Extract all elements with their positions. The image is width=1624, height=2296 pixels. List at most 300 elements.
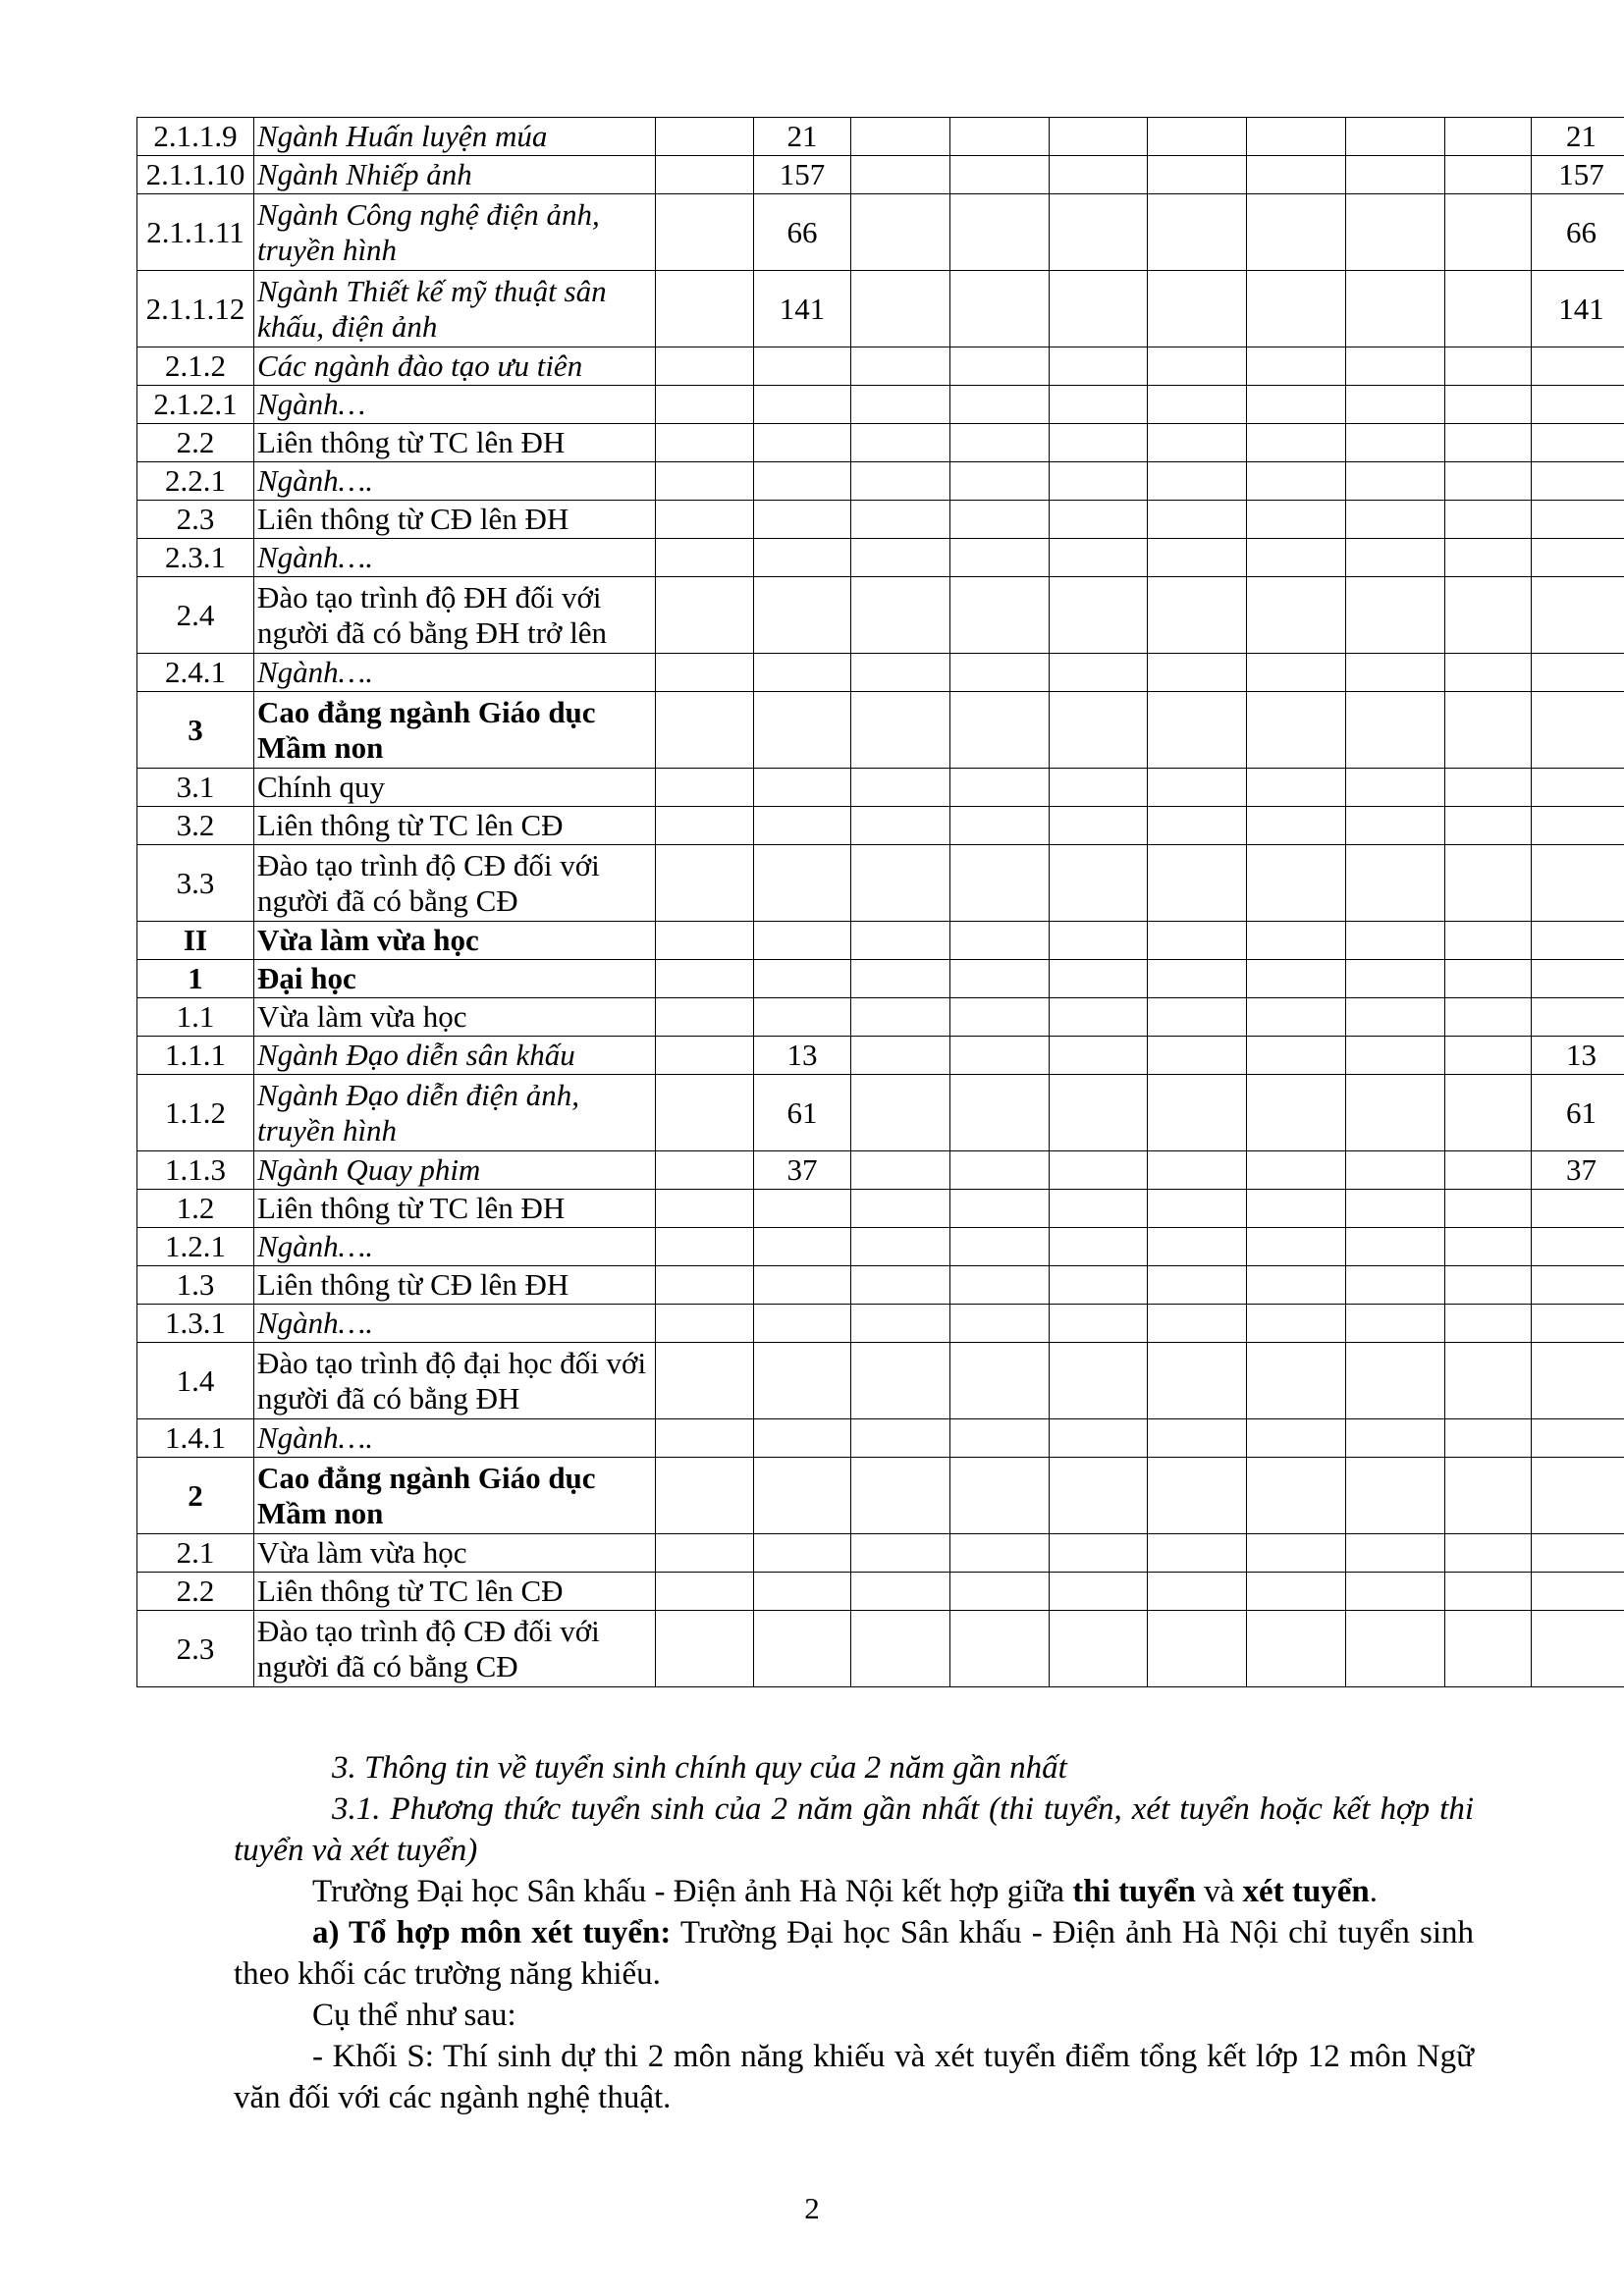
empty-cell <box>1445 998 1532 1037</box>
empty-cell <box>851 1075 950 1151</box>
empty-cell <box>950 998 1050 1037</box>
row-name: Liên thông từ TC lên ĐH <box>254 424 656 462</box>
empty-cell <box>1050 462 1148 501</box>
table-row <box>137 769 1624 807</box>
empty-cell <box>1050 1228 1148 1266</box>
row-name: Ngành Đạo diễn sân khấu <box>254 1037 656 1075</box>
empty-cell <box>950 1190 1050 1228</box>
empty-cell <box>1050 424 1148 462</box>
row-value: 21 <box>754 118 851 156</box>
empty-cell <box>1346 692 1445 769</box>
row-total: 21 <box>1532 118 1624 156</box>
row-code: 2.3 <box>137 1611 254 1687</box>
empty-cell <box>656 347 754 386</box>
empty-cell <box>1445 501 1532 539</box>
empty-cell <box>950 347 1050 386</box>
table-row <box>137 347 1624 386</box>
row-total: 141 <box>1532 271 1624 347</box>
empty-cell <box>1050 1419 1148 1458</box>
row-name: Ngành…. <box>254 1419 656 1458</box>
row-code: 2.1.1.12 <box>137 271 254 347</box>
empty-cell <box>1445 539 1532 577</box>
row-code: 2.1.2.1 <box>137 386 254 424</box>
row-name: Ngành…. <box>254 654 656 692</box>
empty-cell <box>1445 960 1532 998</box>
row-name: Ngành Đạo diễn điện ảnh, truyền hình <box>254 1075 656 1151</box>
empty-cell <box>1148 1305 1247 1343</box>
table-row <box>137 1534 1624 1573</box>
row-total: 66 <box>1532 194 1624 271</box>
empty-cell <box>656 1534 754 1573</box>
empty-cell <box>950 922 1050 960</box>
empty-cell <box>1247 1458 1346 1534</box>
empty-cell <box>1247 960 1346 998</box>
row-total <box>1532 692 1624 769</box>
row-name: Liên thông từ TC lên CĐ <box>254 807 656 845</box>
empty-cell <box>656 1305 754 1343</box>
row-total <box>1532 424 1624 462</box>
empty-cell <box>950 1075 1050 1151</box>
empty-cell <box>1148 1228 1247 1266</box>
empty-cell <box>1148 1343 1247 1419</box>
empty-cell <box>1445 1534 1532 1573</box>
row-total <box>1532 462 1624 501</box>
row-total <box>1532 1419 1624 1458</box>
empty-cell <box>1050 386 1148 424</box>
empty-cell <box>1247 386 1346 424</box>
row-name: Ngành Công nghệ điện ảnh, truyền hình <box>254 194 656 271</box>
empty-cell <box>851 1305 950 1343</box>
empty-cell <box>1247 922 1346 960</box>
empty-cell <box>1247 998 1346 1037</box>
empty-cell <box>1148 845 1247 922</box>
empty-cell <box>950 692 1050 769</box>
empty-cell <box>851 845 950 922</box>
table-row <box>137 1190 1624 1228</box>
empty-cell <box>1148 1534 1247 1573</box>
row-name: Cao đẳng ngành Giáo dục Mầm non <box>254 692 656 769</box>
empty-cell <box>950 271 1050 347</box>
empty-cell <box>1346 156 1445 194</box>
table-row <box>137 1611 1624 1687</box>
table-row <box>137 1305 1624 1343</box>
row-value <box>754 386 851 424</box>
empty-cell <box>656 960 754 998</box>
empty-cell <box>851 769 950 807</box>
row-total <box>1532 1611 1624 1687</box>
empty-cell <box>950 1037 1050 1075</box>
row-value <box>754 462 851 501</box>
paragraph-method-mid: và <box>1195 1874 1243 1909</box>
empty-cell <box>1247 807 1346 845</box>
table-row <box>137 1075 1624 1151</box>
empty-cell <box>1148 1266 1247 1305</box>
row-code: 2 <box>137 1458 254 1534</box>
empty-cell <box>1247 462 1346 501</box>
row-code: 2.1.1.9 <box>137 118 254 156</box>
empty-cell <box>1445 1305 1532 1343</box>
empty-cell <box>950 1228 1050 1266</box>
paragraph-method <box>234 1871 1474 1912</box>
empty-cell <box>950 1266 1050 1305</box>
paragraph-method-bold-2: xét tuyển <box>1242 1874 1370 1909</box>
empty-cell <box>950 156 1050 194</box>
empty-cell <box>1346 424 1445 462</box>
paragraph-method-end: . <box>1369 1874 1378 1909</box>
empty-cell <box>1247 692 1346 769</box>
empty-cell <box>851 1573 950 1611</box>
row-code: 2.3 <box>137 501 254 539</box>
row-code: 3.1 <box>137 769 254 807</box>
empty-cell <box>1346 998 1445 1037</box>
empty-cell <box>1148 998 1247 1037</box>
row-name: Ngành… <box>254 386 656 424</box>
empty-cell <box>1445 347 1532 386</box>
empty-cell <box>1050 1573 1148 1611</box>
empty-cell <box>656 654 754 692</box>
empty-cell <box>1247 654 1346 692</box>
row-name: Vừa làm vừa học <box>254 998 656 1037</box>
empty-cell <box>1247 577 1346 654</box>
empty-cell <box>950 424 1050 462</box>
row-value <box>754 539 851 577</box>
section-heading: 3. Thông tin về tuyển sinh chính quy của 2 năm gần nhất <box>332 1750 1067 1786</box>
page-number: 2 <box>804 2191 820 2225</box>
empty-cell <box>656 1075 754 1151</box>
empty-cell <box>1148 1190 1247 1228</box>
empty-cell <box>656 539 754 577</box>
empty-cell <box>851 539 950 577</box>
empty-cell <box>1148 1419 1247 1458</box>
row-name: Liên thông từ CĐ lên ĐH <box>254 501 656 539</box>
table-row <box>137 577 1624 654</box>
empty-cell <box>950 577 1050 654</box>
empty-cell <box>656 424 754 462</box>
row-name: Đào tạo trình độ CĐ đối với người đã có bằng CĐ <box>254 845 656 922</box>
row-value: 37 <box>754 1151 851 1190</box>
paragraph-block-s: - Khối S: Thí sinh dự thi 2 môn năng khiếu và xét tuyển điểm tổng kết lớp 12 môn Ngữ văn đối với các ngành nghệ thuật. <box>234 2039 1474 2115</box>
empty-cell <box>1148 960 1247 998</box>
empty-cell <box>950 1305 1050 1343</box>
paragraph-details: Cụ thể như sau: <box>312 1998 516 2033</box>
empty-cell <box>1148 118 1247 156</box>
empty-cell <box>1445 1419 1532 1458</box>
row-name: Đào tạo trình độ ĐH đối với người đã có bằng ĐH trở lên <box>254 577 656 654</box>
row-total <box>1532 386 1624 424</box>
empty-cell <box>851 501 950 539</box>
row-code: II <box>137 922 254 960</box>
empty-cell <box>1247 1266 1346 1305</box>
empty-cell <box>1445 1190 1532 1228</box>
empty-cell <box>950 1151 1050 1190</box>
row-code: 1.2.1 <box>137 1228 254 1266</box>
row-value <box>754 1190 851 1228</box>
row-code: 2.3.1 <box>137 539 254 577</box>
row-value <box>754 1228 851 1266</box>
empty-cell <box>1050 1151 1148 1190</box>
row-value: 141 <box>754 271 851 347</box>
empty-cell <box>1346 501 1445 539</box>
empty-cell <box>950 1534 1050 1573</box>
empty-cell <box>1050 1190 1148 1228</box>
empty-cell <box>851 1037 950 1075</box>
paragraph-method-text: Trường Đại học Sân khấu - Điện ảnh Hà Nội kết hợp giữa <box>312 1874 1073 1909</box>
table-row <box>137 807 1624 845</box>
row-total <box>1532 845 1624 922</box>
row-total <box>1532 922 1624 960</box>
empty-cell <box>851 347 950 386</box>
empty-cell <box>1346 194 1445 271</box>
empty-cell <box>1346 118 1445 156</box>
empty-cell <box>851 1419 950 1458</box>
empty-cell <box>1148 271 1247 347</box>
empty-cell <box>950 769 1050 807</box>
empty-cell <box>950 845 1050 922</box>
row-value <box>754 1266 851 1305</box>
empty-cell <box>1346 960 1445 998</box>
row-value <box>754 998 851 1037</box>
table-row <box>137 960 1624 998</box>
table-row <box>137 1343 1624 1419</box>
table-row <box>137 462 1624 501</box>
row-total <box>1532 769 1624 807</box>
empty-cell <box>1247 156 1346 194</box>
empty-cell <box>950 1611 1050 1687</box>
table-row <box>137 386 1624 424</box>
row-value <box>754 845 851 922</box>
empty-cell <box>851 462 950 501</box>
empty-cell <box>1346 1305 1445 1343</box>
subsection-heading: 3.1. Phương thức tuyển sinh của 2 năm gần nhất (thi tuyển, xét tuyển hoặc kết hợp thi tuyển và xét tuyển) <box>234 1791 1474 1868</box>
empty-cell <box>1247 845 1346 922</box>
row-code: 1.1.3 <box>137 1151 254 1190</box>
empty-cell <box>656 577 754 654</box>
table-row <box>137 922 1624 960</box>
empty-cell <box>1346 1419 1445 1458</box>
empty-cell <box>1445 424 1532 462</box>
empty-cell <box>1050 118 1148 156</box>
empty-cell <box>1247 347 1346 386</box>
empty-cell <box>1445 922 1532 960</box>
row-value <box>754 424 851 462</box>
empty-cell <box>1148 807 1247 845</box>
row-name: Cao đẳng ngành Giáo dục Mầm non <box>254 1458 656 1534</box>
empty-cell <box>1050 960 1148 998</box>
empty-cell <box>950 194 1050 271</box>
empty-cell <box>1445 1611 1532 1687</box>
row-name: Ngành Thiết kế mỹ thuật sân khấu, điện ảnh <box>254 271 656 347</box>
empty-cell <box>1346 769 1445 807</box>
empty-cell <box>1346 577 1445 654</box>
empty-cell <box>1247 539 1346 577</box>
row-value <box>754 960 851 998</box>
empty-cell <box>1445 271 1532 347</box>
row-value <box>754 577 851 654</box>
empty-cell <box>851 1190 950 1228</box>
empty-cell <box>656 1611 754 1687</box>
paragraph-combination <box>234 1912 1474 1995</box>
empty-cell <box>1445 118 1532 156</box>
empty-cell <box>656 807 754 845</box>
empty-cell <box>1247 424 1346 462</box>
empty-cell <box>1346 1228 1445 1266</box>
empty-cell <box>1050 845 1148 922</box>
row-code: 2.2.1 <box>137 462 254 501</box>
empty-cell <box>1148 577 1247 654</box>
empty-cell <box>1346 922 1445 960</box>
empty-cell <box>1247 118 1346 156</box>
row-name: Liên thông từ TC lên CĐ <box>254 1573 656 1611</box>
empty-cell <box>1050 1266 1148 1305</box>
empty-cell <box>1346 1151 1445 1190</box>
empty-cell <box>656 692 754 769</box>
empty-cell <box>656 501 754 539</box>
empty-cell <box>1445 845 1532 922</box>
empty-cell <box>1148 462 1247 501</box>
empty-cell <box>1247 501 1346 539</box>
empty-cell <box>1247 271 1346 347</box>
empty-cell <box>656 1037 754 1075</box>
table-row <box>137 1458 1624 1534</box>
row-value <box>754 1611 851 1687</box>
table-row <box>137 1266 1624 1305</box>
empty-cell <box>656 194 754 271</box>
empty-cell <box>1346 1611 1445 1687</box>
empty-cell <box>851 118 950 156</box>
table-row <box>137 998 1624 1037</box>
empty-cell <box>656 845 754 922</box>
row-code: 2.1.1.11 <box>137 194 254 271</box>
empty-cell <box>1247 1611 1346 1687</box>
empty-cell <box>1050 1458 1148 1534</box>
row-code: 1.3 <box>137 1266 254 1305</box>
row-value <box>754 654 851 692</box>
empty-cell <box>950 462 1050 501</box>
empty-cell <box>950 960 1050 998</box>
empty-cell <box>1050 271 1148 347</box>
row-code: 1.1 <box>137 998 254 1037</box>
empty-cell <box>950 1573 1050 1611</box>
empty-cell <box>851 271 950 347</box>
empty-cell <box>1247 1419 1346 1458</box>
row-name: Chính quy <box>254 769 656 807</box>
empty-cell <box>1050 1343 1148 1419</box>
empty-cell <box>851 807 950 845</box>
empty-cell <box>1346 386 1445 424</box>
empty-cell <box>851 156 950 194</box>
empty-cell <box>656 462 754 501</box>
row-value <box>754 1573 851 1611</box>
empty-cell <box>1247 1190 1346 1228</box>
row-code: 3 <box>137 692 254 769</box>
row-total <box>1532 1305 1624 1343</box>
paragraph-method-bold-1: thi tuyển <box>1072 1874 1196 1909</box>
row-value <box>754 769 851 807</box>
row-total <box>1532 577 1624 654</box>
empty-cell <box>851 194 950 271</box>
empty-cell <box>1050 1075 1148 1151</box>
empty-cell <box>656 998 754 1037</box>
empty-cell <box>656 922 754 960</box>
table-row <box>137 692 1624 769</box>
empty-cell <box>1247 194 1346 271</box>
empty-cell <box>1247 1075 1346 1151</box>
empty-cell <box>851 1611 950 1687</box>
table-row <box>137 1151 1624 1190</box>
empty-cell <box>851 1151 950 1190</box>
empty-cell <box>656 271 754 347</box>
empty-cell <box>1346 1573 1445 1611</box>
row-total <box>1532 1534 1624 1573</box>
table-row <box>137 271 1624 347</box>
empty-cell <box>1346 845 1445 922</box>
row-value <box>754 1458 851 1534</box>
row-name: Các ngành đào tạo ưu tiên <box>254 347 656 386</box>
row-code: 2.4 <box>137 577 254 654</box>
row-code: 1.4 <box>137 1343 254 1419</box>
row-total <box>1532 501 1624 539</box>
empty-cell <box>1148 1573 1247 1611</box>
empty-cell <box>1445 577 1532 654</box>
empty-cell <box>851 960 950 998</box>
empty-cell <box>1445 1266 1532 1305</box>
row-value <box>754 922 851 960</box>
empty-cell <box>1148 1458 1247 1534</box>
empty-cell <box>1148 692 1247 769</box>
empty-cell <box>656 156 754 194</box>
empty-cell <box>1346 1190 1445 1228</box>
table-row <box>137 539 1624 577</box>
empty-cell <box>950 654 1050 692</box>
empty-cell <box>1445 1037 1532 1075</box>
empty-cell <box>1050 156 1148 194</box>
empty-cell <box>1445 1573 1532 1611</box>
table-row <box>137 501 1624 539</box>
empty-cell <box>1346 1037 1445 1075</box>
paragraph-combination-bold: a) Tổ hợp môn xét tuyển: <box>312 1915 672 1950</box>
table-row <box>137 156 1624 194</box>
empty-cell <box>1050 769 1148 807</box>
empty-cell <box>1346 271 1445 347</box>
empty-cell <box>851 386 950 424</box>
row-total <box>1532 539 1624 577</box>
empty-cell <box>1445 462 1532 501</box>
empty-cell <box>1050 1611 1148 1687</box>
row-total <box>1532 807 1624 845</box>
empty-cell <box>656 1228 754 1266</box>
row-total <box>1532 1573 1624 1611</box>
empty-cell <box>851 692 950 769</box>
row-name: Ngành Nhiếp ảnh <box>254 156 656 194</box>
empty-cell <box>1445 194 1532 271</box>
empty-cell <box>1050 692 1148 769</box>
row-value <box>754 1305 851 1343</box>
empty-cell <box>1050 654 1148 692</box>
empty-cell <box>1148 347 1247 386</box>
table-row <box>137 654 1624 692</box>
row-name: Đào tạo trình độ đại học đối với người đã có bằng ĐH <box>254 1343 656 1419</box>
empty-cell <box>1346 462 1445 501</box>
empty-cell <box>1050 347 1148 386</box>
empty-cell <box>851 1266 950 1305</box>
row-value <box>754 692 851 769</box>
row-code: 1.1.1 <box>137 1037 254 1075</box>
row-value <box>754 1419 851 1458</box>
empty-cell <box>1346 347 1445 386</box>
empty-cell <box>950 1419 1050 1458</box>
empty-cell <box>1346 1343 1445 1419</box>
row-code: 1.2 <box>137 1190 254 1228</box>
